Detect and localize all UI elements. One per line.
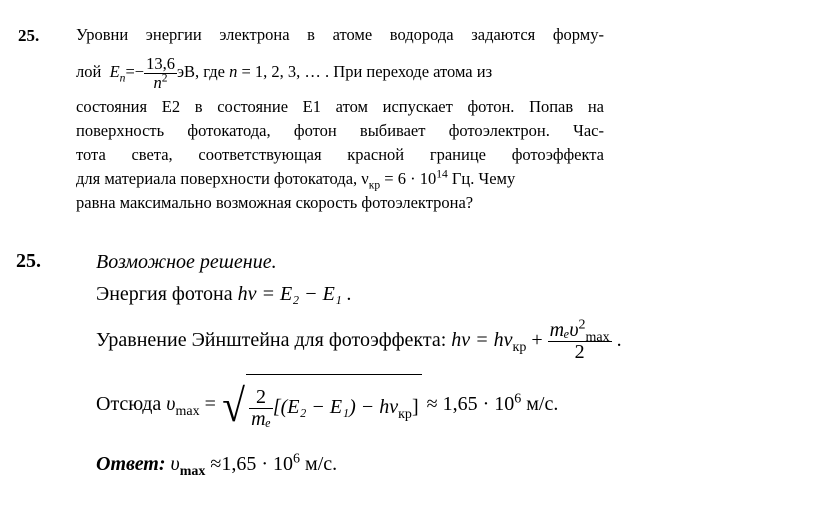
answer-line: Ответ: $\upsilon_{max} \approx 1,65 \cdot 10^6$ м/с. [96, 451, 338, 479]
photon-energy-formula: hν = E₂ − E₁ . [237, 283, 352, 305]
problem-line-3: состояния E2 в состояние E1 атом испускает фотон. Попав на [76, 97, 604, 116]
answer-label: Ответ: [96, 453, 166, 475]
problem-line-1: Уровни энергии электрона в атоме водорода задаются форму- [76, 25, 604, 44]
problem-number: 25. [18, 26, 40, 45]
problem-line-6: для материала поверхности фотокатода, $\nu_{кр} = 6 \cdot 10^{14}$ Гц. Чему [76, 168, 516, 192]
photon-energy-line: Энергия фотона hν = E₂ − E₁ . [96, 283, 352, 305]
einstein-equation-line: Уравнение Эйнштейна для фотоэффекта: $h\nu = h\nu_{кр}$ + $\frac{m_e\upsilon^2_{max}}{2}$ . [96, 317, 622, 363]
energy-fraction: $\frac{13,6}{n^2}$ [146, 54, 175, 92]
sqrt-expression: $\frac{2}{\text{mₑ}}$ $[(E_2 - E_1) - h\nu_{кр}]$ [246, 374, 421, 437]
sqrt-icon: √ [222, 379, 245, 431]
problem-line-2: лой $E_n=-$ $\frac{13,6}{n^2}$ эВ, где n = 1, 2, 3, … . При переходе атома из [76, 54, 493, 92]
result-line: Отсюда $\upsilon_{max}$ = √ $\frac{2}{\text{mₑ}}$ $[(E_2 - E_1) - h\nu_{кр}] \approx 1,65 \cdot 10^6$ м/с. [96, 374, 558, 437]
solution-heading: Возможное решение. [96, 251, 277, 273]
problem-line-7: равна максимально возможная скорость фотоэлектрона? [76, 193, 474, 212]
solution-number: 25. [16, 250, 41, 272]
var-E: E [109, 62, 120, 81]
problem-line-5: тота света, соответствующая красной границе фотоэффекта [76, 145, 604, 164]
problem-line-4: поверхность фотокатода, фотон выбивает фотоэлектрон. Час- [76, 121, 604, 140]
kinetic-energy-fraction: $\frac{m_e\upsilon^2_{max}}{2}$ [549, 317, 610, 363]
